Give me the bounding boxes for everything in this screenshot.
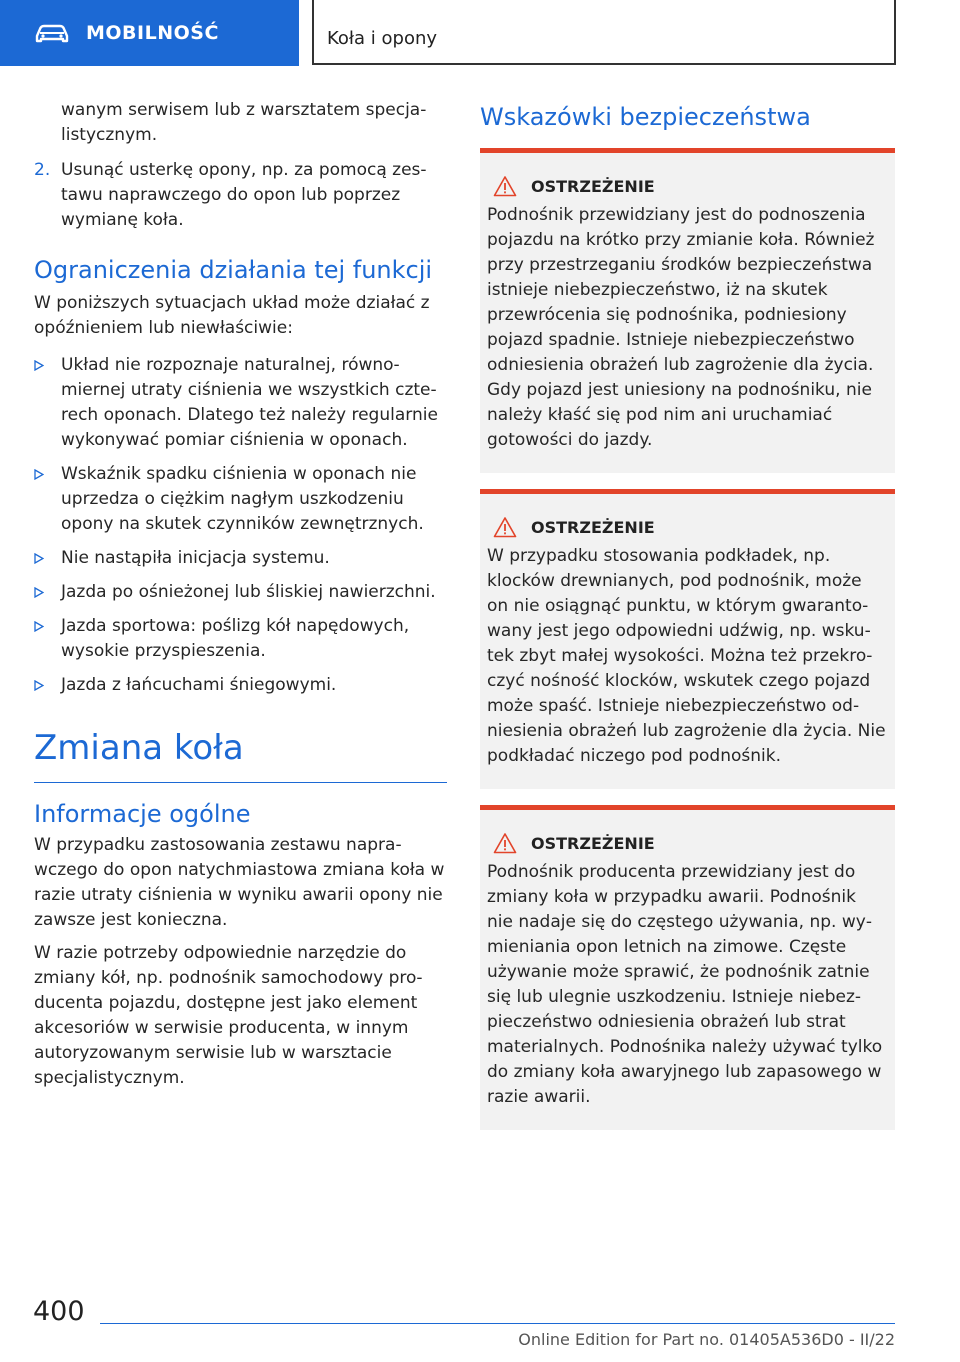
header-section-label: MOBILNOŚĆ (86, 22, 219, 44)
header-chapter-label: Koła i opony (327, 28, 438, 49)
numbered-step (34, 158, 447, 233)
bullet-triangle-icon (34, 462, 61, 537)
warning-title: OSTRZEŻENIE (531, 517, 655, 537)
continuation-text: wanym serwisem lub z warsztatem specjalistycznym. (61, 100, 427, 145)
step-text: Usunąć usterkę opony, np. za pomocą zestawu naprawczego do opon lub poprzez wymianę koła. (61, 160, 427, 230)
list-item (34, 546, 447, 571)
left-column (34, 98, 447, 1091)
step-number: 2. (34, 160, 51, 180)
list-item-text: Układ nie rozpoznaje naturalnej, równomiernej utraty ciśnienia we wszystkich czterech oponach. Dlatego też należy regularnie wykonywać pomiar ciśnienia w oponach. (61, 355, 438, 450)
warning-title-row (487, 826, 887, 860)
warning-title: OSTRZEŻENIE (531, 176, 655, 196)
warning-title-row (487, 510, 887, 544)
list-item-text: Jazda z łańcuchami śniegowymi. (61, 675, 337, 695)
paragraph: W razie potrzeby odpowiednie narzędzie do zmiany kół, np. podnośnik samochodowy producenta pojazdu, dostępne jest jako element akcesoriów w serwisie producenta, w innym autoryzowanym serwisie lub w warsztacie specjalistycznym. (34, 943, 423, 1088)
edition-note: Online Edition for Part no. 01405A536D0 - II/22 (518, 1330, 895, 1349)
car-icon (34, 21, 70, 45)
warning-box (480, 805, 895, 1130)
warning-text: Podnośnik przewidziany jest do podnoszenia pojazdu na krótko przy zmianie koła. Również przy przestrzeganiu środków bezpieczeństwa istnieje niebezpieczeństwo, iż na skutek przewrócenia się podnośnika, podniesiony pojazd spadnie. Istnieje niebezpieczeństwo odniesienia obrażeń lub zagrożenie dla życia. Gdy pojazd jest uniesiony na podnośniku, nie należy kłaść się pod nim ani uruchamiać gotowości do jazdy. (487, 205, 875, 450)
bullet-triangle-icon (34, 580, 61, 605)
warning-triangle-icon (493, 516, 517, 538)
bullet-triangle-icon (34, 546, 61, 571)
list-item-text: Wskaźnik spadku ciśnienia w oponach nie uprzedza o ciężkim nagłym uszkodzeniu opony na skutek czynników zewnętrznych. (61, 464, 424, 534)
warning-box (480, 148, 895, 473)
limits-heading: Ograniczenia działania tej funkcji (34, 256, 433, 284)
warning-triangle-icon (493, 832, 517, 854)
list-item (34, 614, 447, 664)
paragraph: W przypadku zastosowania zestawu naprawczego do opon natychmiastowa zmiana koła w razie utraty ciśnienia w wyniku awarii opony nie zawsze jest konieczna. (34, 835, 445, 930)
general-info-heading: Informacje ogólne (34, 800, 251, 828)
bullet-triangle-icon (34, 673, 61, 698)
header-chapter-tab[interactable] (312, 0, 896, 65)
warning-title-row (487, 169, 887, 203)
main-section-title: Zmiana koła (34, 728, 244, 768)
right-column (480, 98, 895, 1130)
warning-box (480, 489, 895, 789)
page-number: 400 (33, 1296, 85, 1327)
title-divider (34, 782, 447, 783)
list-item (34, 673, 447, 698)
list-item-text: Jazda sportowa: poślizg kół napędowych, wysokie przyspieszenia. (61, 616, 410, 661)
footer-divider (100, 1323, 895, 1324)
list-item (34, 353, 447, 453)
list-item-text: Jazda po ośnieżonej lub śliskiej nawierzchni. (61, 582, 436, 602)
header-section-tab[interactable] (0, 0, 299, 66)
warning-title: OSTRZEŻENIE (531, 833, 655, 853)
limits-intro: W poniższych sytuacjach układ może działać z opóźnieniem lub niewłaściwie: (34, 293, 430, 338)
safety-heading: Wskazówki bezpieczeństwa (480, 103, 811, 131)
warning-triangle-icon (493, 175, 517, 197)
warning-text: Podnośnik producenta przewidziany jest do zmiany koła w przypadku awarii. Podnośnik nie nadaje się do częstego używania, np. wymieniania opon letnich na zimowe. Częste używanie może sprawić, że podnośnik zatnie się lub ulegnie uszkodzeniu. Istnieje niebezpieczeństwo odniesienia obrażeń lub strat materialnych. Podnośnika należy używać tylko do zmiany koła awaryjnego lub zapasowego w razie awarii. (487, 862, 883, 1107)
list-item-text: Nie nastąpiła inicjacja systemu. (61, 548, 330, 568)
list-item (34, 462, 447, 537)
list-item (34, 580, 447, 605)
warning-text: W przypadku stosowania podkładek, np. klocków drewnianych, pod podnośnik, może on nie osiągnąć punktu, w którym gwarantowany jest jego odpowiedni udźwig, np. wskutek zbyt małej wysokości. Można też przekroczyć nośność klocków, wskutek czego pojazd może spaść. Istnieje niebezpieczeństwo odniesienia obrażeń lub zagrożenie dla życia. Nie podkładać niczego pod podnośnik. (487, 546, 886, 766)
bullet-triangle-icon (34, 353, 61, 453)
bullet-triangle-icon (34, 614, 61, 664)
